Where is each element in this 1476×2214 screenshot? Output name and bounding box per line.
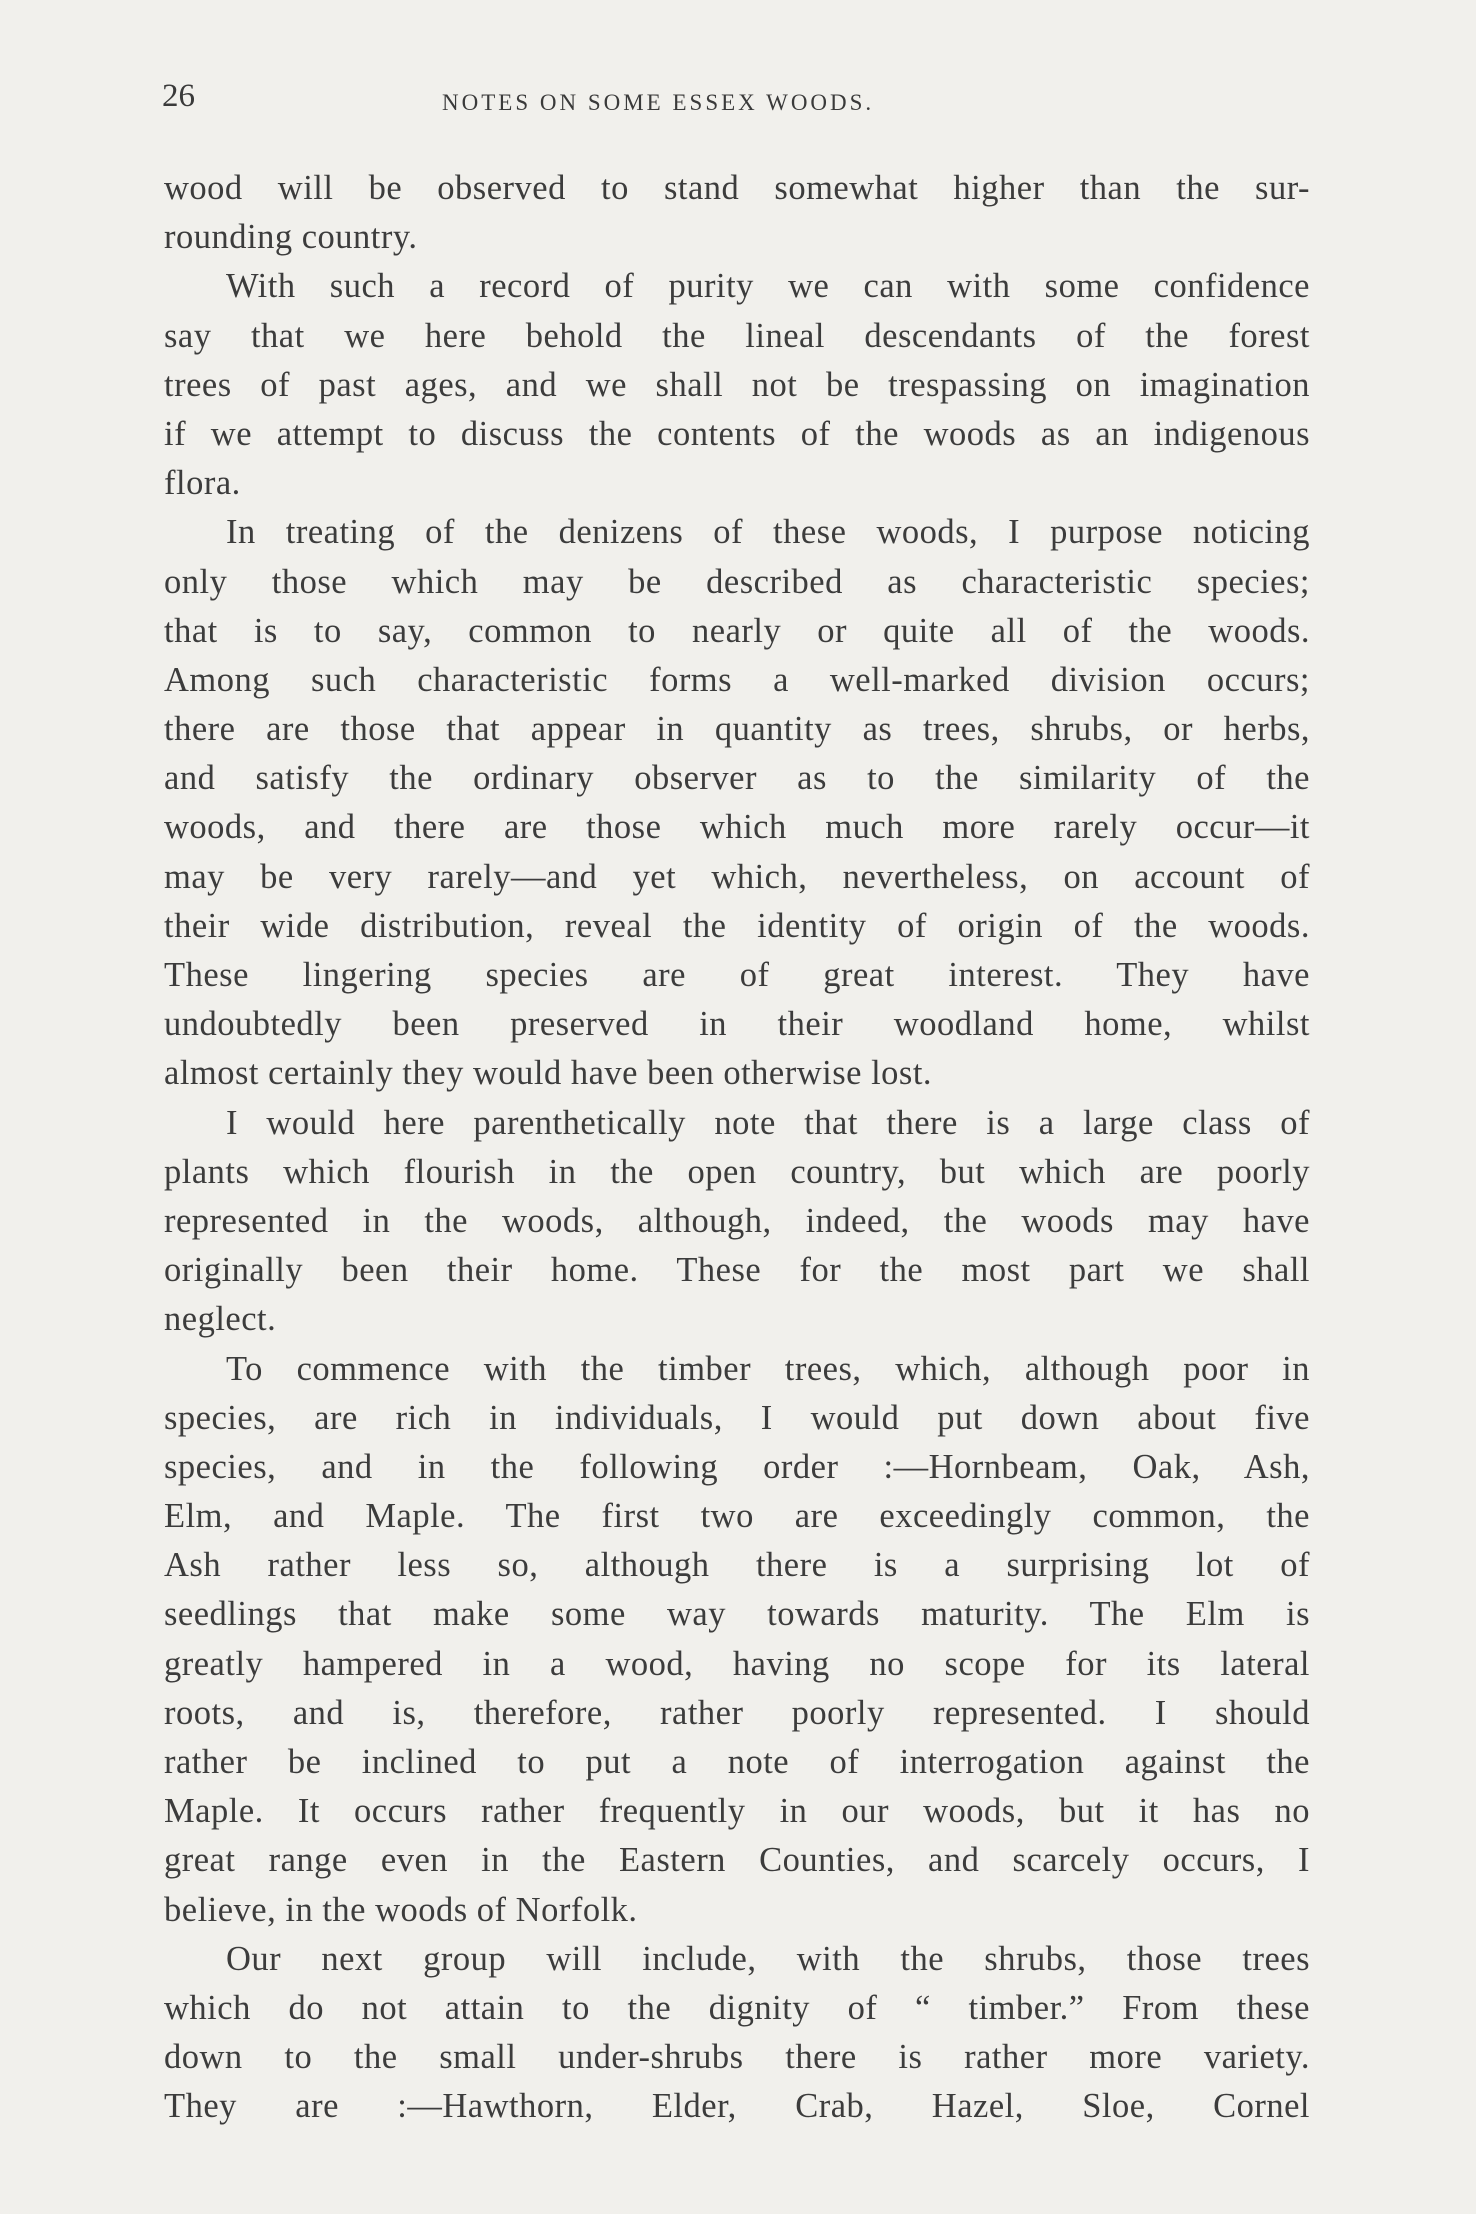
text-line: Ash rather less so, although there is a surprising lot of bbox=[164, 1546, 1310, 1585]
running-title: NOTES ON SOME ESSEX WOODS. bbox=[442, 90, 875, 115]
text-line: only those which may be described as characteristic species; bbox=[164, 562, 1310, 601]
body-text bbox=[164, 164, 1310, 2132]
page-number: 26 bbox=[162, 78, 195, 114]
text-line: Maple. It occurs rather frequently in our woods, but it has no bbox=[164, 1792, 1310, 1831]
text-line: there are those that appear in quantity as trees, shrubs, or herbs, bbox=[164, 710, 1310, 749]
text-line: flora. bbox=[164, 464, 241, 503]
text-line: plants which flourish in the open country, but which are poorly bbox=[164, 1152, 1310, 1191]
text-line: In treating of the denizens of these woods, I purpose noticing bbox=[226, 513, 1310, 552]
text-line: roots, and is, therefore, rather poorly represented. I should bbox=[164, 1693, 1310, 1732]
running-head bbox=[162, 78, 1312, 118]
text-line: Our next group will include, with the shrubs, those trees bbox=[226, 1939, 1310, 1978]
text-line: may be very rarely—and yet which, nevertheless, on account of bbox=[164, 857, 1310, 896]
text-line: woods, and there are those which much more rarely occur—it bbox=[164, 808, 1310, 847]
text-line: undoubtedly been preserved in their woodland home, whilst bbox=[164, 1005, 1310, 1044]
paragraph bbox=[164, 164, 1310, 262]
text-line: great range even in the Eastern Counties, and scarcely occurs, I bbox=[164, 1841, 1310, 1880]
text-line: represented in the woods, although, indeed, the woods may have bbox=[164, 1201, 1310, 1240]
paragraph bbox=[164, 1099, 1310, 1345]
paragraph bbox=[164, 1935, 1310, 2132]
text-line: and satisfy the ordinary observer as to the similarity of the bbox=[164, 759, 1310, 798]
text-line: wood will be observed to stand somewhat higher than the sur- bbox=[164, 169, 1310, 207]
text-line: greatly hampered in a wood, having no scope for its lateral bbox=[164, 1644, 1310, 1683]
text-line: To commence with the timber trees, which, although poor in bbox=[226, 1349, 1310, 1388]
text-line: which do not attain to the dignity of “ timber.” From these bbox=[164, 1988, 1310, 2027]
paragraph bbox=[164, 508, 1310, 1098]
text-line: say that we here behold the lineal descendants of the forest bbox=[164, 316, 1310, 355]
text-line: species, and in the following order :—Hornbeam, Oak, Ash, bbox=[164, 1447, 1310, 1486]
text-line: that is to say, common to nearly or quite all of the woods. bbox=[164, 611, 1310, 650]
text-line: They are :—Hawthorn, Elder, Crab, Hazel, Sloe, Cornel bbox=[164, 2087, 1310, 2126]
text-line: believe, in the woods of Norfolk. bbox=[164, 1890, 638, 1929]
text-line: originally been their home. These for the most part we shall bbox=[164, 1251, 1310, 1290]
text-line: These lingering species are of great interest. They have bbox=[164, 956, 1310, 994]
paragraph bbox=[164, 262, 1310, 508]
text-line: trees of past ages, and we shall not be trespassing on imagination bbox=[164, 365, 1310, 404]
paragraph bbox=[164, 1345, 1310, 1935]
text-line: seedlings that make some way towards maturity. The Elm is bbox=[164, 1595, 1310, 1634]
text-line: With such a record of purity we can with some confidence bbox=[226, 267, 1310, 306]
text-line: Elm, and Maple. The first two are exceedingly common, the bbox=[164, 1497, 1310, 1536]
text-line: almost certainly they would have been otherwise lost. bbox=[164, 1054, 933, 1093]
text-line: species, are rich in individuals, I would put down about five bbox=[164, 1398, 1310, 1437]
text-line: their wide distribution, reveal the identity of origin of the woods. bbox=[164, 906, 1310, 945]
text-line: Among such characteristic forms a well-marked division occurs; bbox=[164, 660, 1310, 699]
text-line: I would here parenthetically note that there is a large class of bbox=[226, 1103, 1310, 1142]
text-line: neglect. bbox=[164, 1300, 277, 1339]
text-line: rather be inclined to put a note of interrogation against the bbox=[164, 1743, 1310, 1781]
text-line: if we attempt to discuss the contents of the woods as an indigenous bbox=[164, 414, 1310, 453]
text-line: down to the small under-shrubs there is rather more variety. bbox=[164, 2038, 1310, 2077]
text-line: rounding country. bbox=[164, 218, 418, 257]
